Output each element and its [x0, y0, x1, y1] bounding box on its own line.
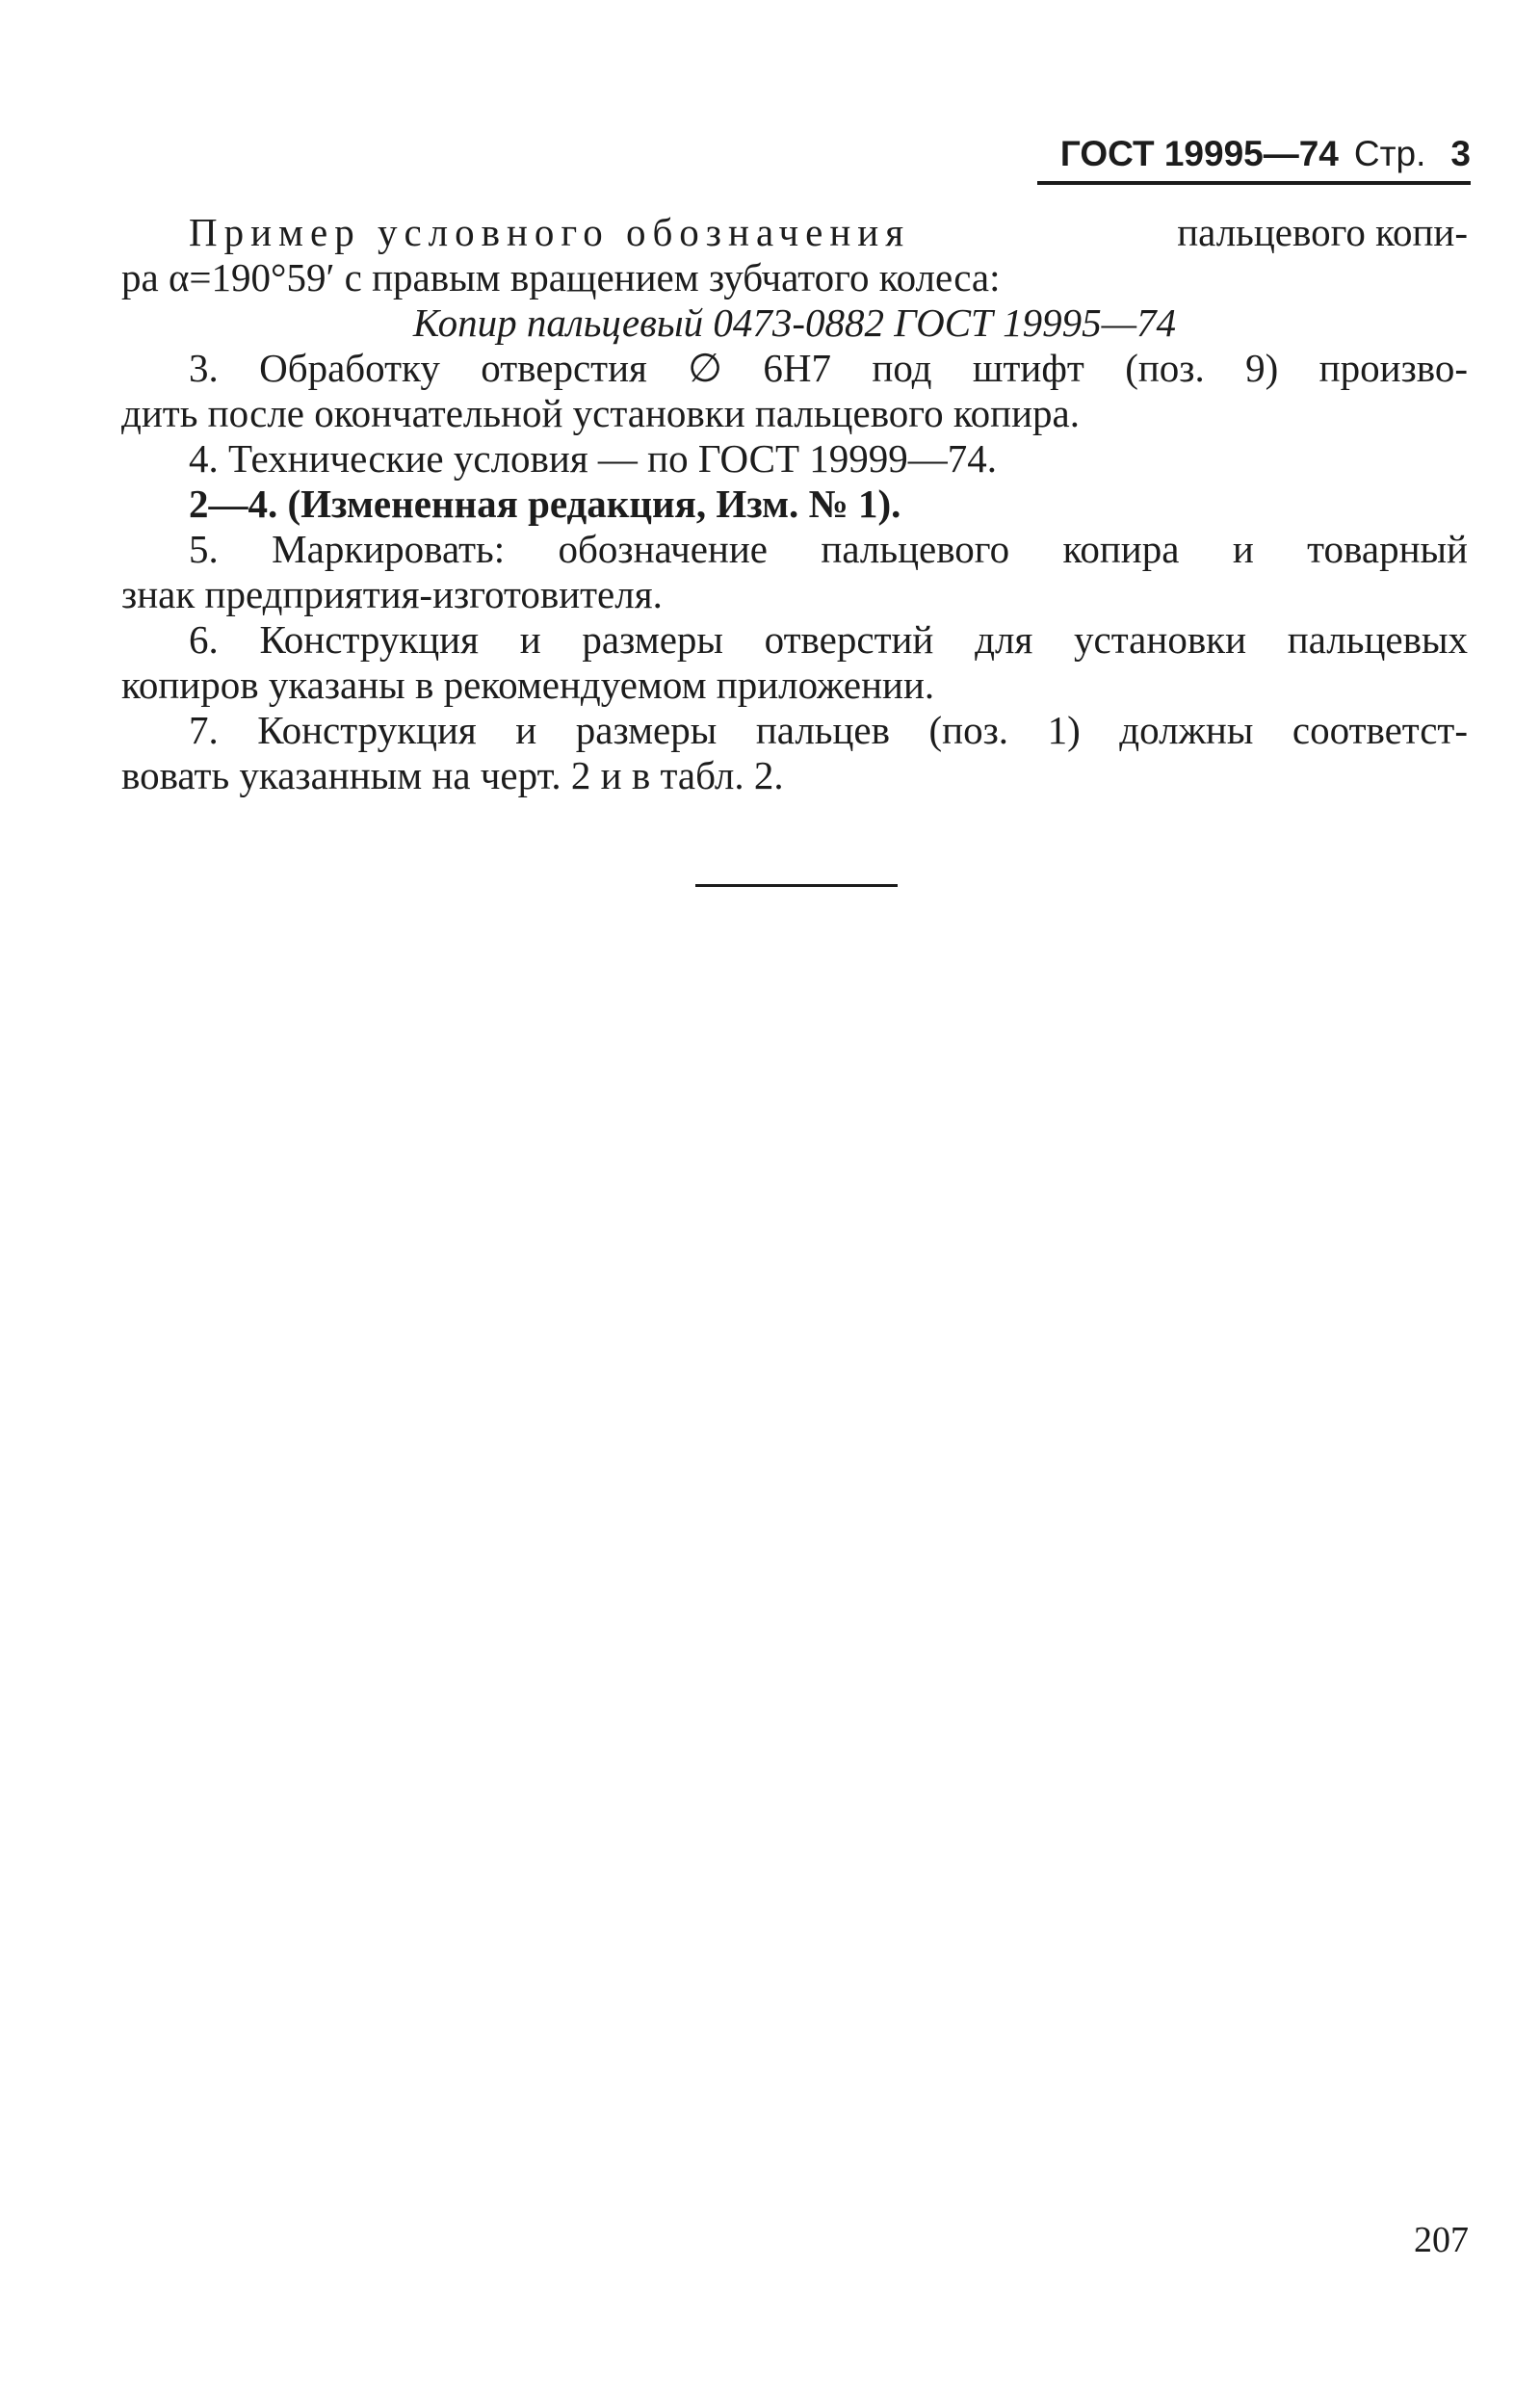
paragraph-5-line-2: знак предприятия-изготовителя. [121, 572, 663, 616]
header-rule [1037, 181, 1471, 185]
amendment-note: 2—4. (Измененная редакция, Изм. № 1). [189, 482, 901, 526]
paragraph-7-line-1: 7. Конструкция и размеры пальцев (поз. 1) должны соответст- [189, 708, 1468, 752]
paragraph-3-line-2: дить после окончательной установки пальцевого копира. [121, 391, 1080, 435]
footer-page-number: 207 [1414, 2220, 1469, 2260]
example-caption: Пример условного обозначения [189, 210, 911, 254]
designation-example: Копир пальцевый 0473-0882 ГОСТ 19995—74 [412, 300, 1177, 345]
paragraph-5-line-1: 5. Маркировать: обозначение пальцевого копира и товарный [189, 527, 1468, 571]
paragraph-4: 4. Технические условия — по ГОСТ 19999—74. [189, 436, 998, 481]
example-caption-end: пальцевого копи- [1177, 210, 1468, 254]
header-page-number: 3 [1450, 134, 1471, 173]
paragraph-6-line-2: копиров указаны в рекомендуемом приложении. [121, 663, 935, 707]
standard-number: ГОСТ 19995—74 [1059, 134, 1339, 173]
running-header [1060, 130, 1471, 178]
example-line-1 [121, 210, 1468, 255]
section-end-rule [695, 884, 898, 887]
paragraph-6-line-1: 6. Конструкция и размеры отверстий для установки пальцевых [189, 617, 1468, 662]
example-line-2: ра α=190°59′ с правым вращением зубчатого колеса: [121, 255, 1001, 300]
paragraph-3-line-1: 3. Обработку отверстия ∅ 6Н7 под штифт (поз. 9) произво- [189, 346, 1468, 390]
body-text [121, 210, 1468, 798]
page-label: Стр. [1353, 134, 1426, 173]
paragraph-7-line-2: вовать указанным на черт. 2 и в табл. 2. [121, 753, 784, 797]
